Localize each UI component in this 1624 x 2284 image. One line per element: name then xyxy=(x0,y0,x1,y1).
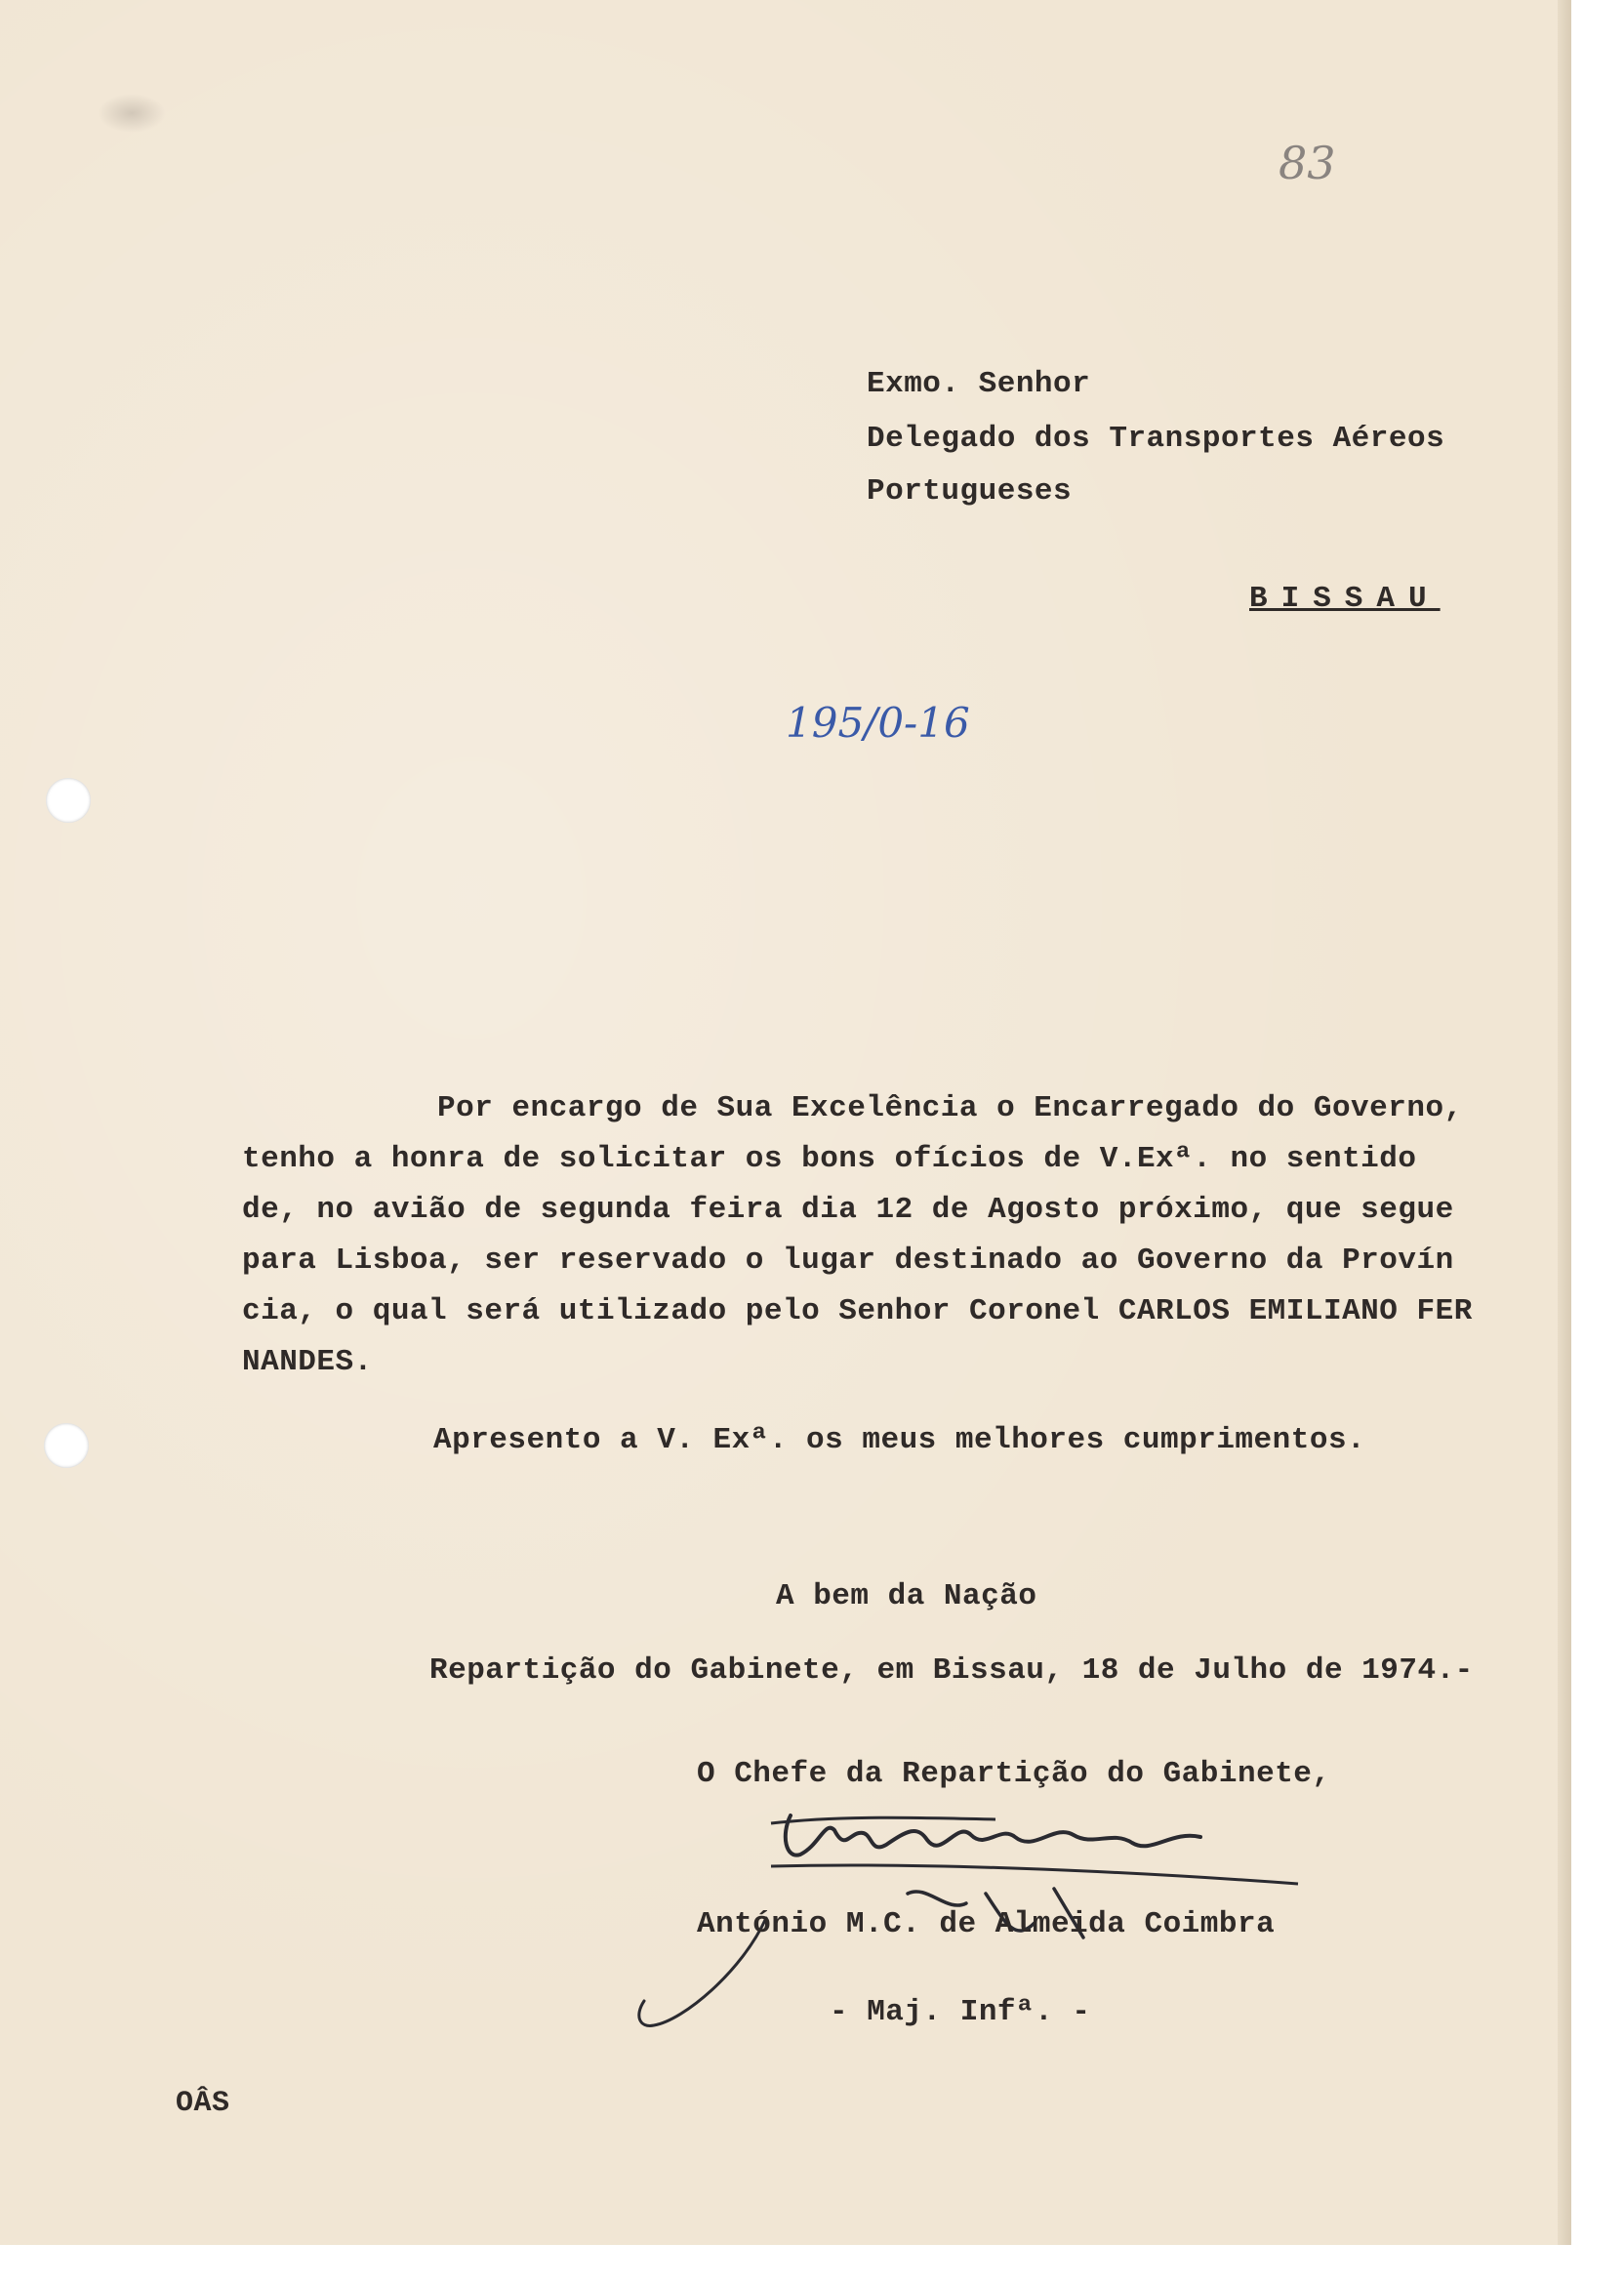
body-line-5: cia, o qual será utilizado pelo Senhor Coronel CARLOS EMILIANO FER xyxy=(242,1294,1473,1328)
signatory-title: O Chefe da Repartição do Gabinete, xyxy=(697,1757,1331,1791)
paper-stain xyxy=(98,94,166,133)
punch-hole-top xyxy=(46,778,91,823)
body-line-2: tenho a honra de solicitar os bons ofícios de V.Exª. no sentido xyxy=(242,1142,1417,1176)
body-line-4: para Lisboa, ser reservado o lugar destinado ao Governo da Provín xyxy=(242,1244,1454,1278)
punch-hole-bottom xyxy=(44,1423,89,1468)
body-line-6: NANDES. xyxy=(242,1345,373,1379)
body-line-3: de, no avião de segunda feira dia 12 de Agosto próximo, que segue xyxy=(242,1193,1454,1227)
addressee-title: Delegado dos Transportes Aéreos xyxy=(867,422,1445,456)
signatory-rank: - Maj. Infª. - xyxy=(830,1995,1091,2029)
addressee-title-cont: Portugueses xyxy=(867,474,1073,509)
closing-place-date: Repartição do Gabinete, em Bissau, 18 de Julho de 1974.- xyxy=(429,1653,1474,1688)
paper-edge xyxy=(1558,0,1571,2245)
typist-initials: OÂS xyxy=(176,2087,230,2120)
body-closing-line: Apresento a V. Exª. os meus melhores cumprimentos. xyxy=(433,1423,1366,1457)
body-line-1: Por encargo de Sua Excelência o Encarregado do Governo, xyxy=(437,1091,1463,1125)
handwritten-reference: 195/0-16 xyxy=(786,699,970,747)
signatory-name: António M.C. de Almeida Coimbra xyxy=(697,1907,1276,1941)
closing-salutation: A bem da Nação xyxy=(776,1579,1037,1613)
pencil-page-number: 83 xyxy=(1279,137,1336,189)
addressee-city: BISSAU xyxy=(1249,582,1441,616)
addressee-salutation: Exmo. Senhor xyxy=(867,367,1091,401)
